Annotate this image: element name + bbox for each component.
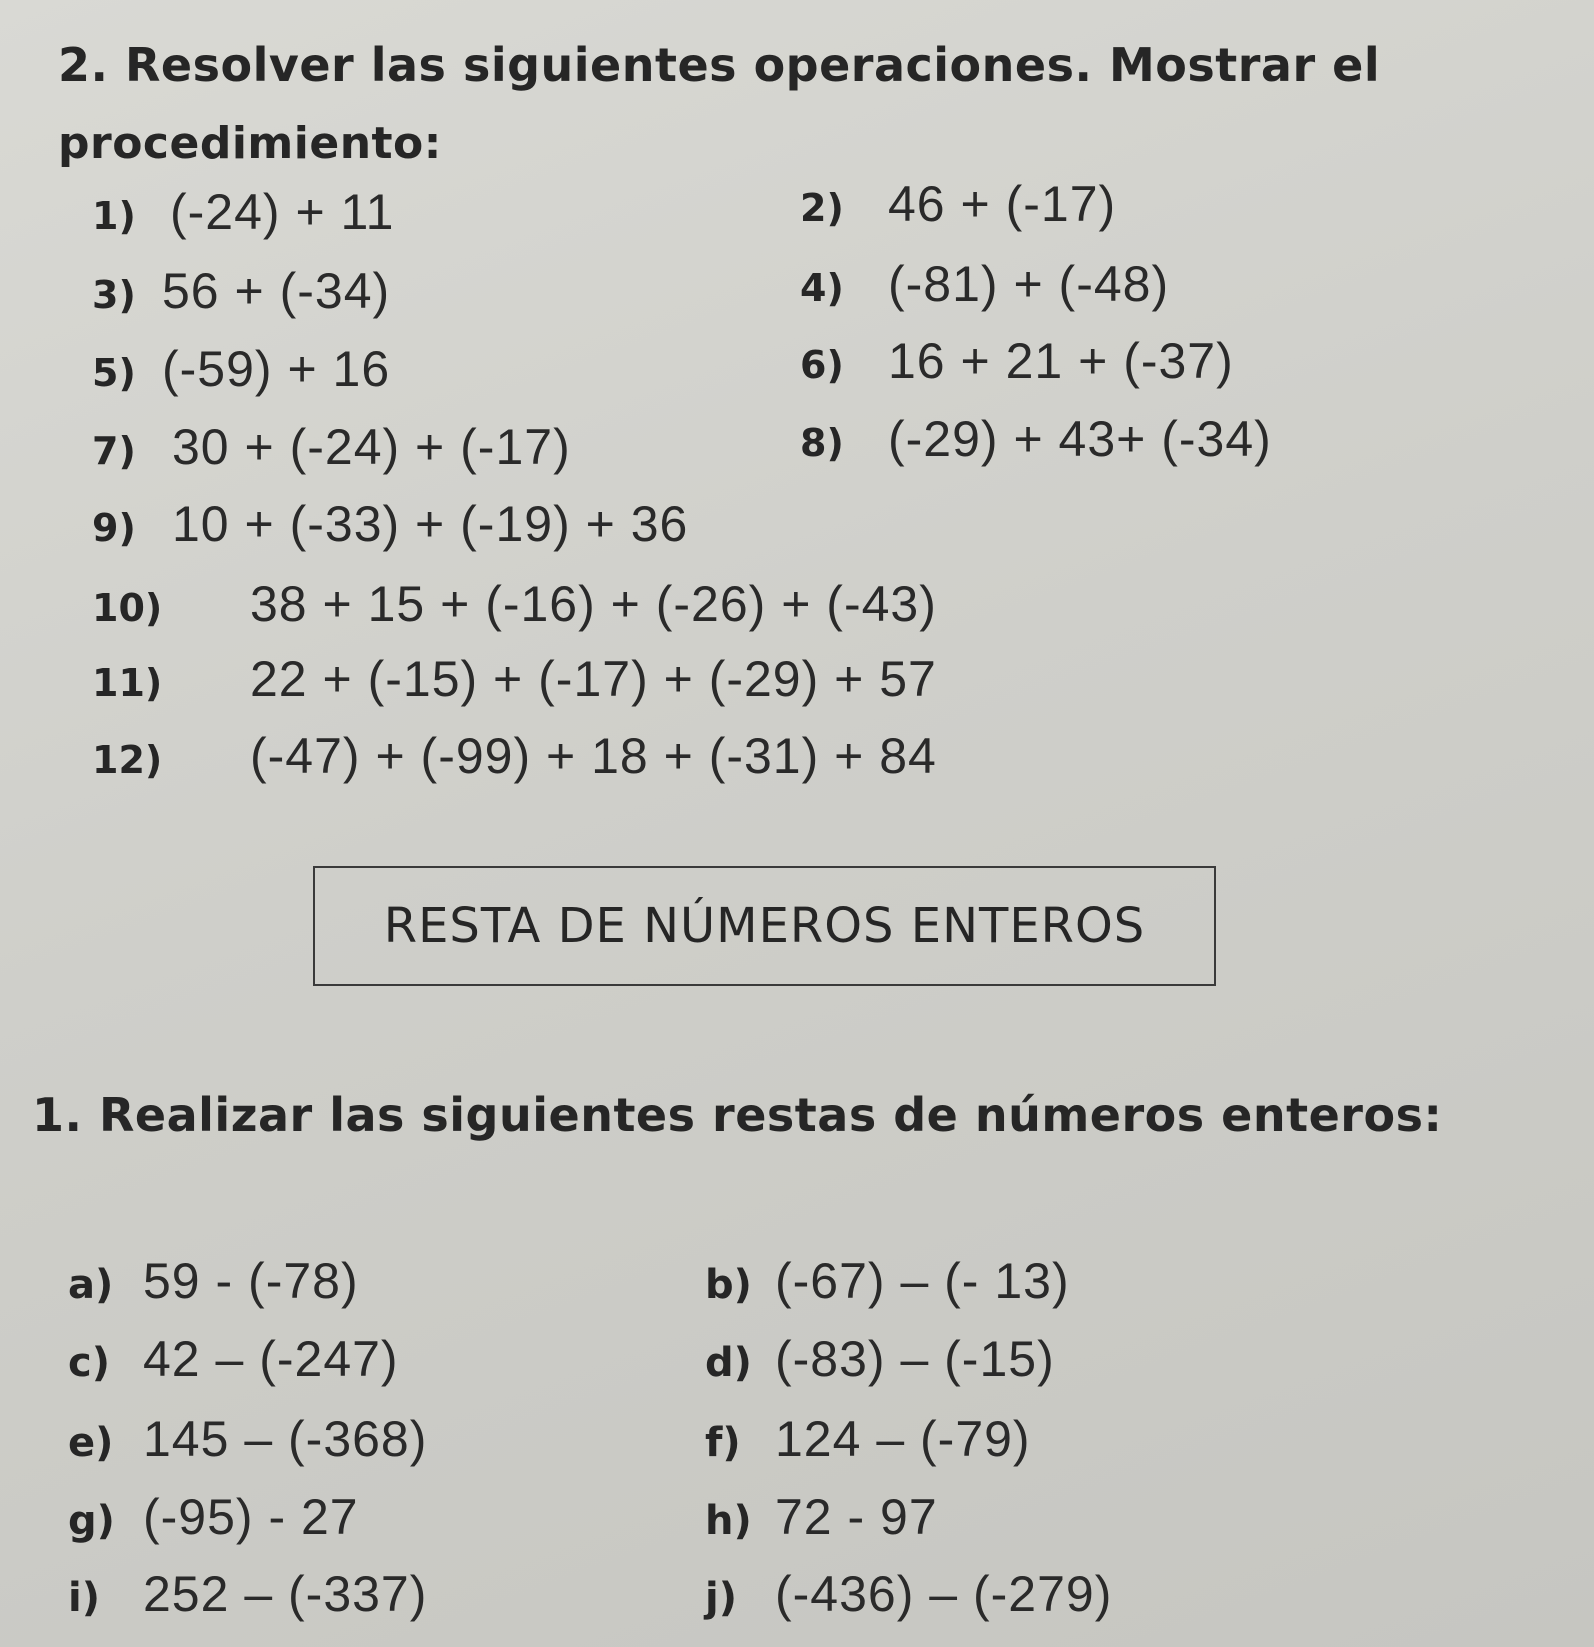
addition-item-4: [800, 255, 1169, 313]
subtraction-item-b: [705, 1252, 1070, 1310]
item-number: 11): [92, 661, 163, 705]
addition-item-11: [92, 650, 937, 708]
addition-item-7: [92, 418, 571, 476]
subtraction-item-i: [68, 1565, 427, 1623]
item-number: 7): [92, 429, 136, 473]
item-expression: 145 – (-368): [143, 1411, 428, 1467]
item-expression: 42 – (-247): [143, 1331, 399, 1387]
item-letter: j): [705, 1575, 737, 1621]
item-letter: h): [705, 1498, 752, 1544]
item-expression: 10 + (-33) + (-19) + 36: [172, 496, 689, 552]
item-expression: (-24) + 11: [170, 184, 395, 240]
item-letter: d): [705, 1340, 752, 1386]
addition-item-8: [800, 410, 1272, 468]
item-expression: 124 – (-79): [775, 1411, 1031, 1467]
item-expression: (-436) – (-279): [775, 1566, 1113, 1622]
item-letter: b): [705, 1262, 752, 1308]
subtraction-item-j: [705, 1565, 1112, 1623]
item-letter: a): [68, 1262, 114, 1308]
item-expression: 22 + (-15) + (-17) + (-29) + 57: [250, 651, 937, 707]
addition-item-1: [92, 183, 394, 241]
addition-item-12: [92, 727, 937, 785]
subtraction-item-e: [68, 1410, 427, 1468]
item-expression: (-95) - 27: [143, 1489, 359, 1545]
exercise-2-title-line2: procedimiento:: [58, 118, 442, 169]
item-expression: 56 + (-34): [162, 263, 391, 319]
addition-item-10: [92, 575, 937, 633]
subtraction-item-d: [705, 1330, 1055, 1388]
item-expression: (-81) + (-48): [888, 256, 1170, 312]
exercise-1-title: 1. Realizar las siguientes restas de números enteros:: [32, 1088, 1443, 1142]
item-expression: 30 + (-24) + (-17): [172, 419, 571, 475]
item-number: 5): [92, 351, 136, 395]
item-number: 8): [800, 421, 844, 465]
item-number: 12): [92, 738, 163, 782]
item-letter: f): [705, 1420, 741, 1466]
item-expression: (-83) – (-15): [775, 1331, 1055, 1387]
subtraction-item-c: [68, 1330, 399, 1388]
exercise-2-title-line1: 2. Resolver las siguientes operaciones. Mostrar el: [58, 38, 1381, 92]
addition-item-3: [92, 262, 390, 320]
addition-item-9: [92, 495, 688, 553]
item-letter: i): [68, 1575, 100, 1621]
item-expression: 72 - 97: [775, 1489, 938, 1545]
subtraction-item-f: [705, 1410, 1031, 1468]
item-number: 2): [800, 186, 844, 230]
item-letter: g): [68, 1498, 115, 1544]
item-expression: (-67) – (- 13): [775, 1253, 1070, 1309]
item-number: 4): [800, 266, 844, 310]
item-expression: 46 + (-17): [888, 176, 1117, 232]
item-number: 1): [92, 194, 136, 238]
subtraction-item-h: [705, 1488, 938, 1546]
item-number: 9): [92, 506, 136, 550]
item-number: 6): [800, 343, 844, 387]
item-expression: (-47) + (-99) + 18 + (-31) + 84: [250, 728, 937, 784]
item-letter: e): [68, 1420, 114, 1466]
item-expression: 16 + 21 + (-37): [888, 333, 1234, 389]
subtraction-item-a: [68, 1252, 359, 1310]
addition-item-6: [800, 332, 1234, 390]
item-expression: 59 - (-78): [143, 1253, 359, 1309]
section-banner: [313, 866, 1216, 986]
subtraction-item-g: [68, 1488, 359, 1546]
banner-title: RESTA DE NÚMEROS ENTEROS: [383, 898, 1146, 954]
addition-item-5: [92, 340, 390, 398]
addition-item-2: [800, 175, 1116, 233]
item-expression: 252 – (-337): [143, 1566, 428, 1622]
item-letter: c): [68, 1340, 110, 1386]
item-number: 3): [92, 273, 136, 317]
item-expression: (-59) + 16: [162, 341, 391, 397]
item-expression: (-29) + 43+ (-34): [888, 411, 1272, 467]
item-expression: 38 + 15 + (-16) + (-26) + (-43): [250, 576, 937, 632]
item-number: 10): [92, 586, 163, 630]
